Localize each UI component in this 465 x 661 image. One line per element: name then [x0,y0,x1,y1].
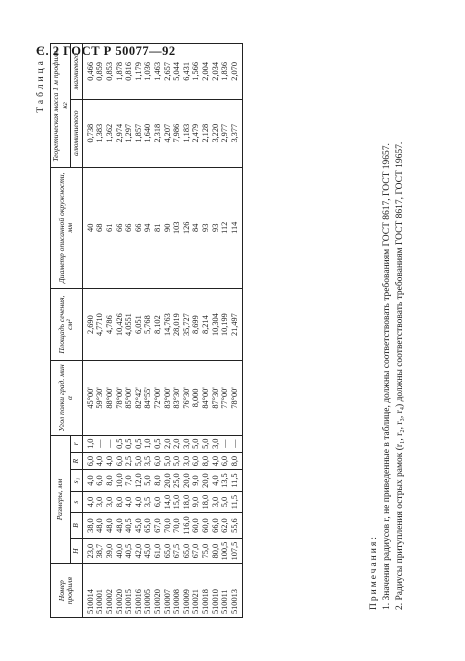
table-cell: 75,0 [201,538,211,564]
table-cell: 48,0 [95,513,105,538]
table-cell: 0,5 [153,435,163,452]
table-cell: 510014 [82,564,95,618]
table-cell: 8,102 [153,288,163,360]
table-cell: 1,179 [134,44,144,100]
table-row [105,44,115,618]
col-dims: Размеры, мм [51,435,71,564]
table-cell: 66,0 [211,513,221,538]
table-cell: 68 [95,167,105,288]
table-cell: 5,0 [172,452,182,469]
table-cell: 8,0 [201,452,211,469]
table-cell: 2,977 [220,99,230,167]
table-cell: 81 [153,167,163,288]
table-cell: 3,0 [182,452,192,469]
table-cell: 8,0 [115,491,125,513]
table-cell: 3,5 [143,491,153,513]
table-cell: 78°00' [115,361,125,435]
table-row [153,44,163,618]
col-profile: Номер профиля [51,564,83,618]
table-cell: 28,019 [172,288,182,360]
table-cell: — [230,435,243,452]
table-cell: 9,0 [191,470,201,492]
table-cell: 510020 [153,564,163,618]
table-cell: 59°30' [95,361,105,435]
table-cell: 114 [230,167,243,288]
table-row [82,44,95,618]
table-cell: 65,0 [182,538,192,564]
table-cell: 60,0 [191,513,201,538]
table-cell: 510002 [105,564,115,618]
table-cell: 2,128 [201,99,211,167]
table-cell: 40,0 [115,538,125,564]
table-cell: 4,0 [134,491,144,513]
table-cell: — [105,435,115,452]
table-cell: 510013 [230,564,243,618]
table-cell: 0,466 [82,44,95,100]
table-row [134,44,144,618]
table-cell: 10,0 [115,470,125,492]
table-cell: 4,0 [105,452,115,469]
table-cell: — [220,435,230,452]
table-cell: 2,0 [163,435,173,452]
table-cell: 2,318 [153,99,163,167]
table-cell: 94 [143,167,153,288]
table-cell: 510005 [143,564,153,618]
table-cell: 8,0 [153,470,163,492]
table-cell: 510007 [163,564,173,618]
table-cell: 510021 [191,564,201,618]
table-cell: 84°00' [201,361,211,435]
table-cell: 510020 [115,564,125,618]
table-cell: — [95,435,105,452]
table-cell: 0,5 [124,435,134,452]
table-cell: 1,878 [115,44,125,100]
table-cell: 1,383 [95,99,105,167]
table-cell: 40,5 [124,513,134,538]
col-mass: Теоретическая масса 1 м профиля, кг [51,44,71,168]
table-cell: 0,738 [82,99,95,167]
table-cell: 4,0 [124,491,134,513]
table-cell: 18,0 [201,491,211,513]
col-angle: Угол полки град. мин α [51,361,83,435]
table-cell: 66 [134,167,144,288]
table-row [163,44,173,618]
table-cell: 6,0 [95,470,105,492]
table-cell: 5,768 [143,288,153,360]
table-cell: 45,0 [143,538,153,564]
table-cell: 66 [115,167,125,288]
table-cell: 23,0 [82,538,95,564]
table-cell: 8,0 [105,470,115,492]
table-cell: 3,0 [95,491,105,513]
table-cell: 15,0 [172,491,182,513]
table-cell: 9,0 [191,491,201,513]
table-cell: 510016 [134,564,144,618]
table-cell: 510010 [211,564,221,618]
table-cell: 510018 [201,564,211,618]
table-cell: 510015 [124,564,134,618]
table-cell: 4,0551 [124,288,134,360]
table-cell: 55,6 [230,513,243,538]
table-cell: 70,0 [172,513,182,538]
table-cell: 1,566 [191,44,201,100]
table-cell: 45,0 [134,513,144,538]
table-cell: 8,214 [201,288,211,360]
table-cell: 61 [105,167,115,288]
table-cell: 4,786 [105,288,115,360]
table-cell: 3,0 [182,435,192,452]
table-cell: 66 [124,167,134,288]
col-alum: алюминиевого [71,99,83,167]
table-cell: 6,0 [115,452,125,469]
notes-title: Примечания: [369,535,379,610]
table-cell: 2,974 [115,99,125,167]
table-cell: 5,0 [143,470,153,492]
table-cell: 20,0 [201,470,211,492]
table-cell: 510008 [172,564,182,618]
table-cell: 3,0 [105,491,115,513]
table-cell: 48,0 [105,513,115,538]
table-row [191,44,201,618]
profile-table [50,43,243,618]
table-body [82,44,243,618]
table-cell: 82°42' [134,361,144,435]
table-cell: 84°55' [143,361,153,435]
table-cell: 4,0 [82,491,95,513]
table-cell: 65,0 [163,538,173,564]
table-cell: 42,0 [134,538,144,564]
table-cell: 4,0 [95,452,105,469]
table-cell: 40,5 [124,538,134,564]
table-cell: 11,5 [230,470,243,492]
table-cell: 80,0 [211,538,221,564]
table-cell: 8,699 [191,288,201,360]
table-cell: 83°30' [172,361,182,435]
table-cell: 93 [211,167,221,288]
table-row [143,44,153,618]
table-cell: 12,0 [134,470,144,492]
table-cell: 20,0 [163,470,173,492]
table-cell: 510011 [220,564,230,618]
table-cell: 0,859 [95,44,105,100]
table-cell: 70,0 [163,513,173,538]
table-cell: 6,051 [134,288,144,360]
table-cell: 107,5 [230,538,243,564]
table-cell: 14,0 [163,491,173,513]
col-r: r [71,435,83,452]
table-cell: 112 [220,167,230,288]
table-cell: 2,690 [82,288,95,360]
table-cell: 2,004 [201,44,211,100]
table-cell: 83°00' [163,361,173,435]
rotated-page-content [38,43,438,618]
table-cell: 87°30' [211,361,221,435]
table-cell: 5,0 [191,435,201,452]
table-cell: 103 [172,167,182,288]
table-cell: 3,377 [230,99,243,167]
table-cell: 67,0 [191,538,201,564]
table-cell: 3,5 [143,452,153,469]
page-header: С. 2 ГОСТ Р 50077—92 [36,44,176,58]
table-cell: 45°00' [82,361,95,435]
table-cell: 11,5 [230,491,243,513]
table-cell: 5,0 [163,452,173,469]
col-H: H [71,538,83,564]
table-cell: 116,0 [182,513,192,538]
table-cell: 1,0 [82,435,95,452]
table-cell: 1,640 [143,99,153,167]
table-cell: 21,497 [230,288,243,360]
table-cell: 6,431 [182,44,192,100]
table-cell: 72°00' [153,361,163,435]
table-cell: 77°00' [220,361,230,435]
table-cell: 2,034 [211,44,221,100]
table-cell: 60,0 [201,513,211,538]
table-cell: 10,426 [115,288,125,360]
table-row [182,44,192,618]
table-cell: 1,836 [220,44,230,100]
notes [368,142,407,610]
table-cell: 78°00' [230,361,243,435]
table-cell: 6,0 [153,491,163,513]
table-cell: 2,0 [172,435,182,452]
table-cell: 1,463 [153,44,163,100]
table-cell: 38,0 [82,513,95,538]
table-cell: 8,000 [191,361,201,435]
note-1: 1. Значения радиусов r, не приведенные в таблице, должны соответствовать требованиям ГОСТ 8617, ГОСТ 19657. [382,143,392,610]
table-cell: 2,070 [230,44,243,100]
table-cell: 10,199 [220,288,230,360]
table-cell: 48,0 [115,513,125,538]
table-cell: 3,0 [211,491,221,513]
table-cell: 10,304 [211,288,221,360]
table-cell: 76°30' [182,361,192,435]
table-cell: 2,657 [163,44,173,100]
col-area: Площадь сечения, см² [51,288,83,360]
table-cell: 1,183 [182,99,192,167]
table-cell: 6,0 [191,452,201,469]
table-row [220,44,230,618]
table-cell: 39,0 [105,538,115,564]
table-label: Таблица 1 [36,45,46,113]
table-cell: 6,0 [82,452,95,469]
table-cell: 5,0 [220,491,230,513]
table-cell: 6,0 [153,452,163,469]
table-cell: 7,986 [172,99,182,167]
table-cell: 3,220 [211,99,221,167]
table-cell: 85°00' [124,361,134,435]
table-cell: 40 [82,167,95,288]
table-cell: 7,0 [124,470,134,492]
table-cell: 4,0 [211,470,221,492]
col-s1: s₁ [71,470,83,492]
table-cell: 65,0 [143,513,153,538]
table-cell: 93 [201,167,211,288]
table-cell: 84 [191,167,201,288]
table-cell: 13,5 [220,470,230,492]
table-cell: 35,727 [182,288,192,360]
table-row [172,44,182,618]
col-B: B [71,513,83,538]
table-cell: 4,0 [82,470,95,492]
table-cell: 0,5 [115,435,125,452]
table-cell: 510001 [95,564,105,618]
table-cell: 100,5 [220,538,230,564]
table-cell: 2,479 [191,99,201,167]
table-cell: 5,044 [172,44,182,100]
col-magn: магниевого [71,44,83,100]
table-cell: 3,0 [211,435,221,452]
table-cell: 1,297 [124,99,134,167]
table-cell: 1,036 [143,44,153,100]
col-diam: Диаметр описанной окружности, мм [51,167,83,288]
table-cell: 5,0 [134,452,144,469]
table-cell: 67,0 [153,513,163,538]
table-cell: 8,0 [230,452,243,469]
table-cell: 4,7710 [95,288,105,360]
table-cell: 20,0 [182,470,192,492]
note-2: 2. Радиусы притупления острых рамок (r₁, r₂, r₃, r₄) должны соответствовать требованиям ГОСТ 8617, ГОСТ 19657. [395,141,405,610]
table-cell: 2,5 [124,452,134,469]
table-cell: 510009 [182,564,192,618]
table-cell: 1,0 [143,435,153,452]
table-cell: 6,0 [220,452,230,469]
table-cell: 62,0 [220,513,230,538]
table-cell: 4,207 [163,99,173,167]
table-cell: 5,0 [201,435,211,452]
table-cell: 0,5 [134,435,144,452]
table-cell: 88°00' [105,361,115,435]
table-row [211,44,221,618]
table-cell: 1,362 [105,99,115,167]
table-cell: 61,0 [153,538,163,564]
table-cell: 4,0 [211,452,221,469]
col-R: R [71,452,83,469]
table-row [124,44,134,618]
table-row [201,44,211,618]
table-cell: 38,7 [95,538,105,564]
table-cell: 0,853 [105,44,115,100]
table-cell: 18,0 [182,491,192,513]
table-cell: 126 [182,167,192,288]
table-cell: 67,5 [172,538,182,564]
table-cell: 14,763 [163,288,173,360]
table-row [115,44,125,618]
table-cell: 0,816 [124,44,134,100]
col-s: s [71,491,83,513]
table-cell: 1,857 [134,99,144,167]
table-row [95,44,105,618]
table-cell: 90 [163,167,173,288]
table-cell: 25,0 [172,470,182,492]
table-row [230,44,243,618]
